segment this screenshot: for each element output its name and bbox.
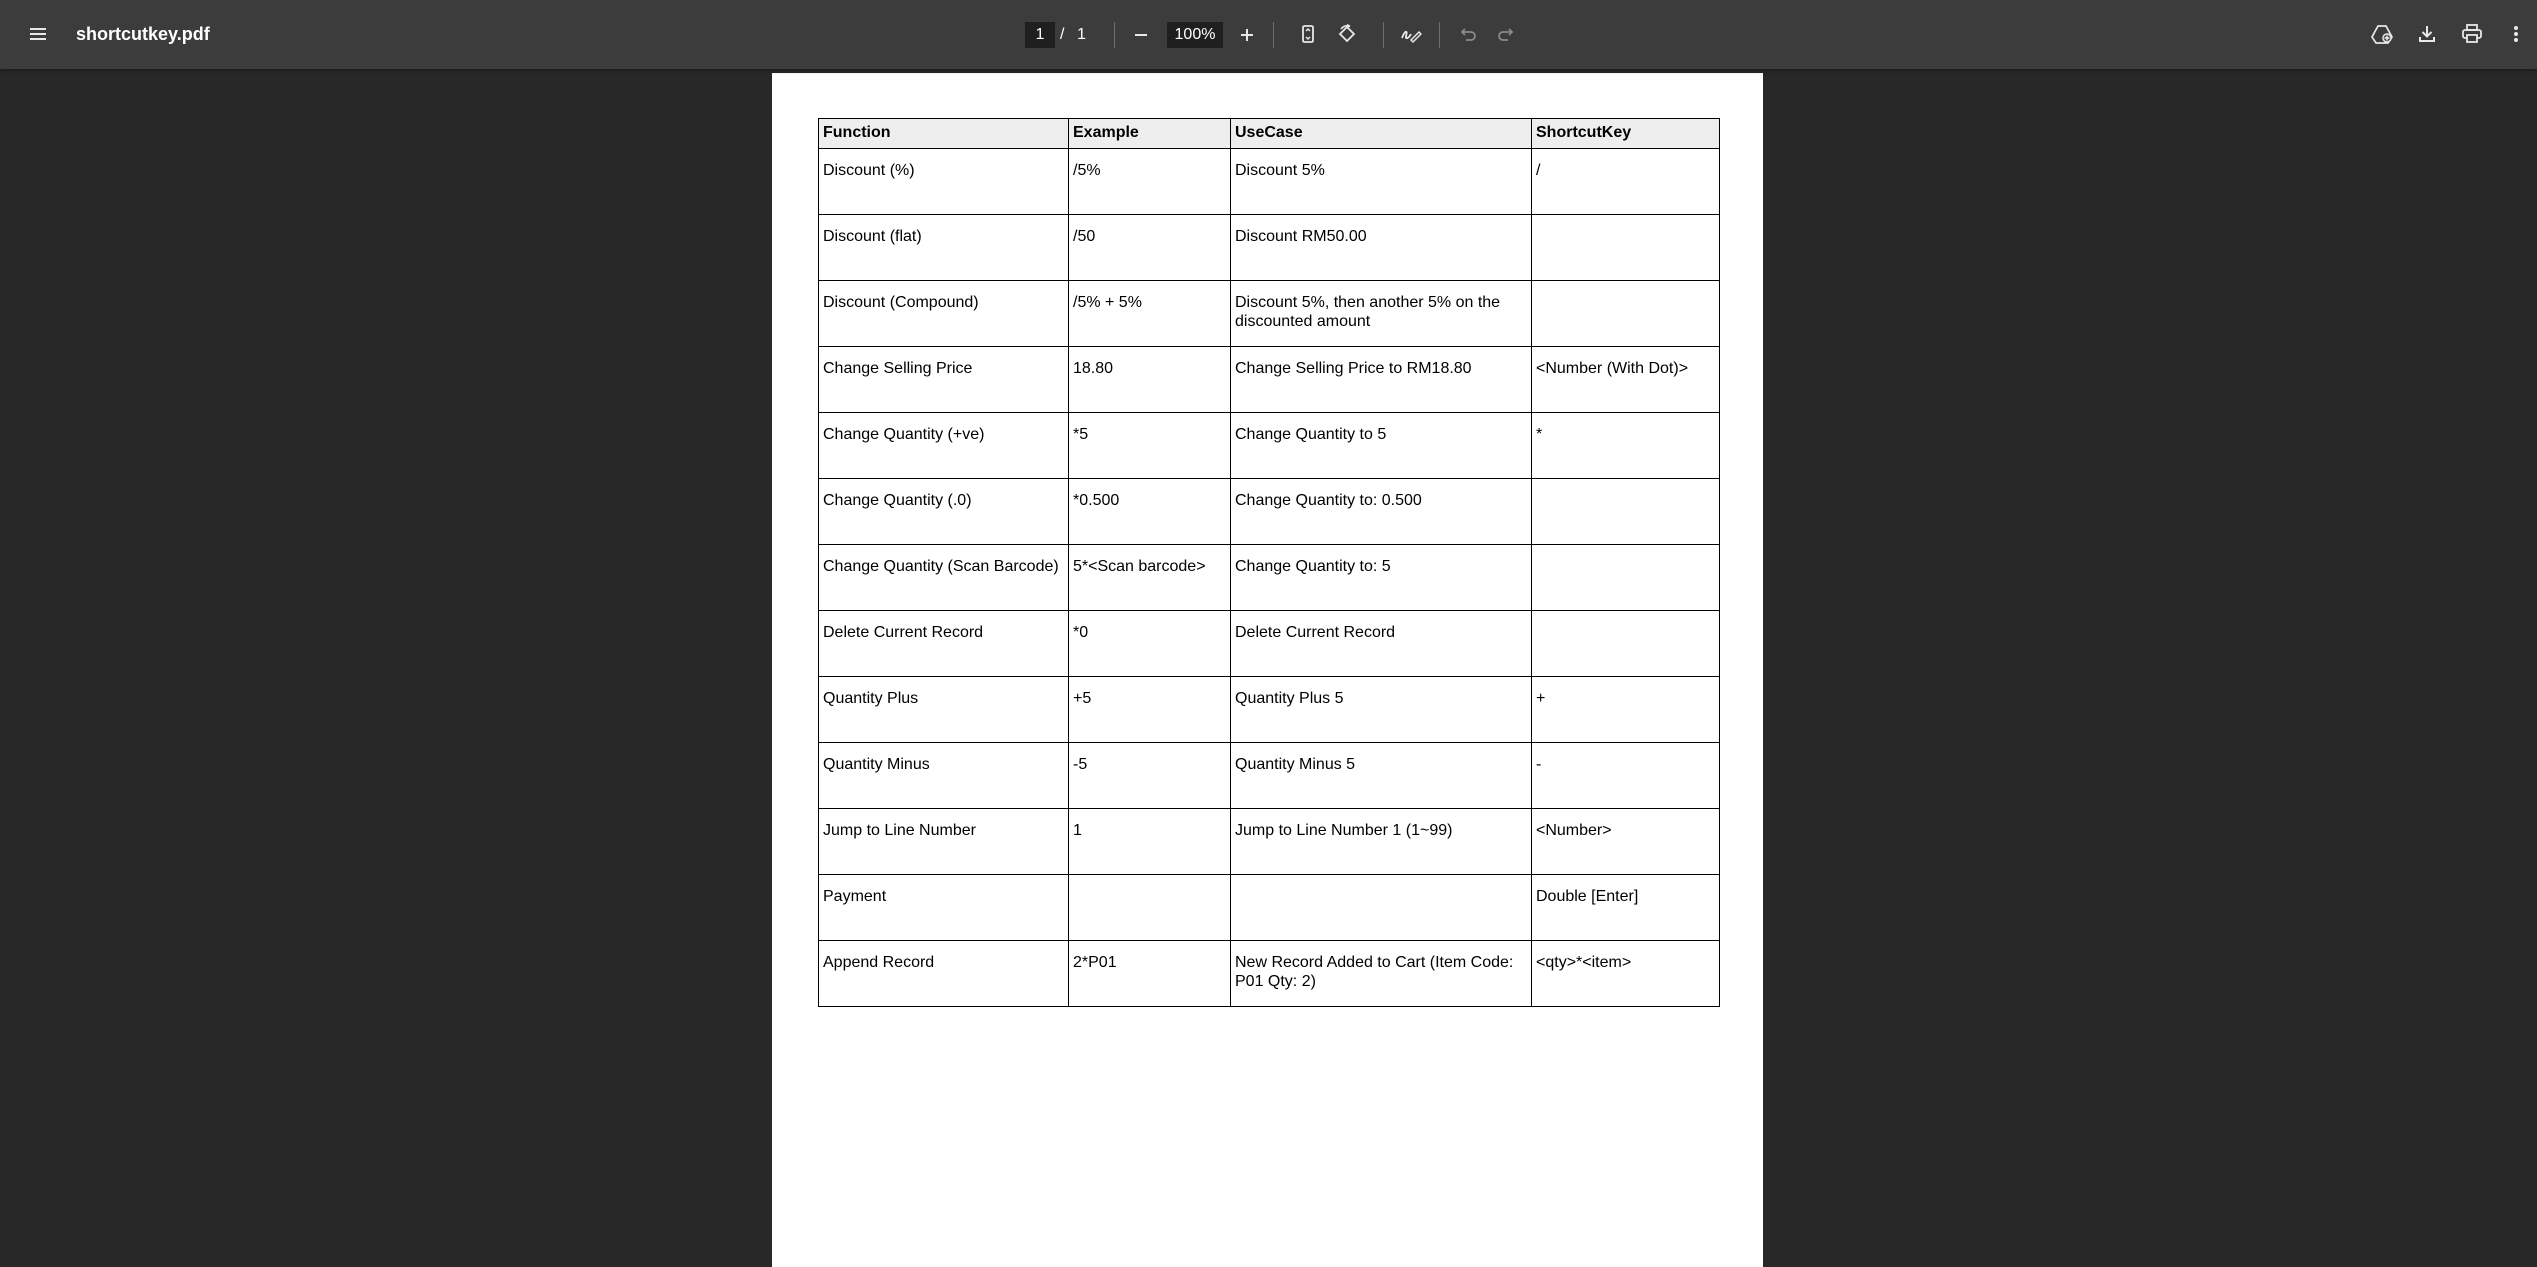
cell-example: -5 [1069, 743, 1231, 809]
more-options-button[interactable] [2500, 18, 2532, 50]
cell-usecase: Discount 5% [1231, 149, 1532, 215]
page-separator: / [1060, 26, 1065, 43]
table-row [819, 941, 1720, 1007]
cell-function: Quantity Minus [819, 743, 1069, 809]
column-header-function: Function [819, 119, 1069, 149]
cell-example: /50 [1069, 215, 1231, 281]
download-icon [2417, 24, 2437, 44]
cell-example: +5 [1069, 677, 1231, 743]
cell-usecase: Change Quantity to: 0.500 [1231, 479, 1532, 545]
table-row [819, 809, 1720, 875]
save-to-drive-button[interactable] [2366, 18, 2398, 50]
save-to-drive-icon [2371, 24, 2393, 44]
cell-usecase [1231, 875, 1532, 941]
cell-usecase: Change Selling Price to RM18.80 [1231, 347, 1532, 413]
table-row [819, 413, 1720, 479]
redo-icon [1497, 24, 1517, 44]
document-viewer[interactable] [0, 69, 2537, 1267]
toolbar-divider [1383, 22, 1384, 48]
column-header-example: Example [1069, 119, 1231, 149]
more-vert-icon [2512, 24, 2520, 44]
toolbar-divider [1273, 22, 1274, 48]
annotate-button[interactable] [1395, 18, 1427, 50]
cell-function: Payment [819, 875, 1069, 941]
toolbar-divider [1114, 22, 1115, 48]
cell-function: Quantity Plus [819, 677, 1069, 743]
cell-shortcutkey [1532, 479, 1720, 545]
page-total: 1 [1077, 26, 1086, 43]
cell-example: 5*<Scan barcode> [1069, 545, 1231, 611]
cell-shortcutkey: <qty>*<item> [1532, 941, 1720, 1007]
shortcut-table [818, 118, 1720, 1007]
table-row [819, 215, 1720, 281]
cell-shortcutkey [1532, 281, 1720, 347]
cell-example: 18.80 [1069, 347, 1231, 413]
menu-icon [28, 24, 48, 44]
column-header-usecase: UseCase [1231, 119, 1532, 149]
cell-function: Change Quantity (Scan Barcode) [819, 545, 1069, 611]
cell-shortcutkey [1532, 215, 1720, 281]
cell-shortcutkey [1532, 545, 1720, 611]
cell-example [1069, 875, 1231, 941]
zoom-in-button[interactable] [1231, 19, 1263, 51]
table-row [819, 545, 1720, 611]
cell-shortcutkey [1532, 611, 1720, 677]
cell-usecase: Discount RM50.00 [1231, 215, 1532, 281]
table-row [819, 611, 1720, 677]
table-row [819, 677, 1720, 743]
print-button[interactable] [2456, 18, 2488, 50]
cell-function: Change Selling Price [819, 347, 1069, 413]
cell-usecase: Quantity Plus 5 [1231, 677, 1532, 743]
cell-usecase: Discount 5%, then another 5% on the discounted amount [1231, 281, 1532, 347]
cell-example: /5% + 5% [1069, 281, 1231, 347]
pdf-toolbar [0, 0, 2537, 69]
cell-example: *5 [1069, 413, 1231, 479]
cell-shortcutkey: + [1532, 677, 1720, 743]
cell-function: Jump to Line Number [819, 809, 1069, 875]
table-row [819, 479, 1720, 545]
table-header-row [819, 119, 1720, 149]
cell-usecase: Change Quantity to: 5 [1231, 545, 1532, 611]
toolbar-divider [1439, 22, 1440, 48]
print-icon [2461, 24, 2483, 44]
cell-shortcutkey: * [1532, 413, 1720, 479]
cell-usecase: Delete Current Record [1231, 611, 1532, 677]
cell-example: 1 [1069, 809, 1231, 875]
plus-icon [1238, 26, 1256, 44]
cell-usecase: New Record Added to Cart (Item Code: P01 Qty: 2) [1231, 941, 1532, 1007]
cell-usecase: Change Quantity to 5 [1231, 413, 1532, 479]
undo-icon [1457, 24, 1477, 44]
document-title: shortcutkey.pdf [76, 24, 210, 44]
annotate-pen-icon [1400, 24, 1422, 44]
table-row [819, 281, 1720, 347]
cell-shortcutkey: <Number> [1532, 809, 1720, 875]
cell-shortcutkey: <Number (With Dot)> [1532, 347, 1720, 413]
cell-function: Change Quantity (.0) [819, 479, 1069, 545]
cell-example: *0.500 [1069, 479, 1231, 545]
table-row [819, 743, 1720, 809]
cell-function: Change Quantity (+ve) [819, 413, 1069, 479]
minus-icon [1132, 26, 1150, 44]
cell-function: Delete Current Record [819, 611, 1069, 677]
cell-function: Append Record [819, 941, 1069, 1007]
column-header-shortcutkey: ShortcutKey [1532, 119, 1720, 149]
cell-shortcutkey: - [1532, 743, 1720, 809]
cell-example: /5% [1069, 149, 1231, 215]
cell-function: Discount (%) [819, 149, 1069, 215]
zoom-out-button[interactable] [1125, 19, 1157, 51]
cell-example: 2*P01 [1069, 941, 1231, 1007]
redo-button[interactable] [1491, 18, 1523, 50]
download-button[interactable] [2411, 18, 2443, 50]
cell-usecase: Jump to Line Number 1 (1~99) [1231, 809, 1532, 875]
cell-function: Discount (Compound) [819, 281, 1069, 347]
cell-function: Discount (flat) [819, 215, 1069, 281]
zoom-level-input[interactable] [1167, 22, 1223, 48]
fit-page-icon [1298, 24, 1318, 44]
page-number-input[interactable] [1025, 22, 1055, 48]
undo-button[interactable] [1451, 18, 1483, 50]
rotate-icon [1337, 24, 1357, 44]
rotate-button[interactable] [1331, 18, 1363, 50]
pdf-page [772, 73, 1763, 1267]
cell-shortcutkey: / [1532, 149, 1720, 215]
table-row [819, 149, 1720, 215]
table-row [819, 347, 1720, 413]
fit-page-button[interactable] [1292, 18, 1324, 50]
cell-shortcutkey: Double [Enter] [1532, 875, 1720, 941]
table-row [819, 875, 1720, 941]
cell-example: *0 [1069, 611, 1231, 677]
menu-button[interactable] [22, 18, 54, 50]
cell-usecase: Quantity Minus 5 [1231, 743, 1532, 809]
